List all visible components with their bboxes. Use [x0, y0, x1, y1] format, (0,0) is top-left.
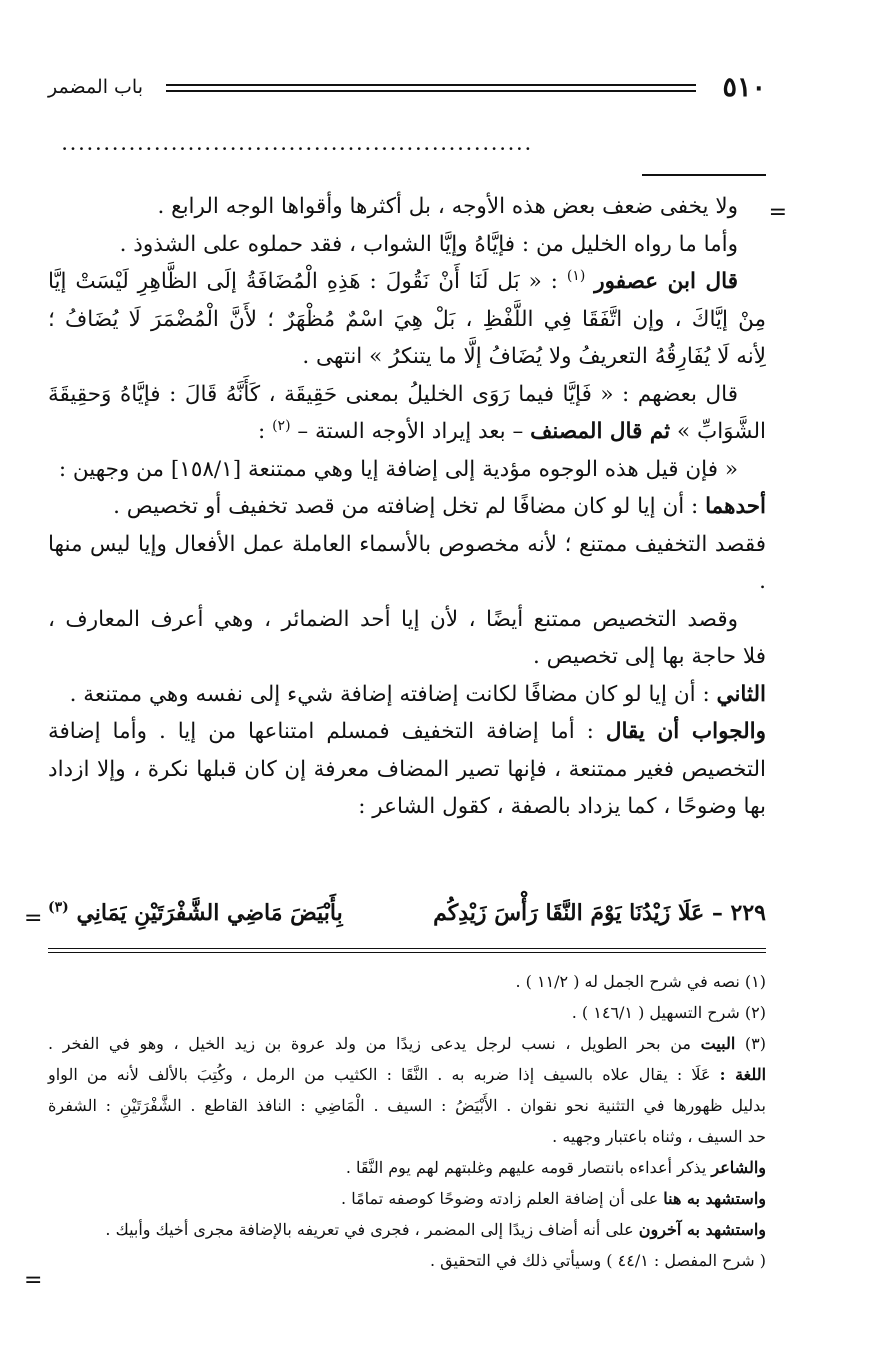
paragraph [48, 263, 766, 301]
text-line: قال بعضهم : « فَإيَّا فيما رَوَى الخليلُ بمعنى حَقِيقَة ، كَأَنَّهُ قَالَ : فإيَّاهُ وَحقِيقَةَ [48, 381, 738, 407]
text-line: التخصيص فغير ممتنعة ، فإنها تصير المضاف معرفة إن كان قبلها نكرة ، وإلا ازداد [48, 756, 766, 782]
footnote-number: (٣) [744, 1034, 767, 1053]
bold-phrase: البيت [700, 1034, 736, 1053]
text-line: بها وضوحًا ، كما يزداد بالصفة ، كقول الشاعر : [358, 794, 766, 819]
bold-phrase: أحدهما [705, 494, 766, 519]
footnote-line: بدليل ظهورها في التثنية نحو نقوان . الأَبْيَضُ : السيف . الْمَاضِي : النافذ القاطع . الشَّفْرَتَيْنِ : الشفرة [48, 1096, 766, 1115]
footnote-line [48, 1183, 766, 1214]
text-span: على أنه أضاف زيدًا إلى المضمر ، فجرى في تعريفه بالإضافة مجرى أخيك وأبيك . [105, 1220, 634, 1239]
footnote-line [48, 1152, 766, 1183]
hemistich-text: عَلَا زَيْدُنَا يَوْمَ النَّقَا رَأْسَ زَيْدِكُم [433, 900, 705, 926]
dotted-separator: ........................................................ [62, 136, 534, 154]
main-text [48, 188, 766, 826]
paragraph: « فإن قيل هذه الوجوه مؤدية إلى إضافة إيا وهي ممتنعة [١٥٨/١] من وجهين : [58, 456, 738, 482]
continuation-mark-top: = [768, 200, 787, 225]
footnote: (١) نصه في شرح الجمل له ( ١١/٢ ) . [515, 972, 766, 991]
text-span: : أن إيا لو كان مضافًا لم تخل إضافته من قصد تخفيف أو تخصيص . [113, 494, 699, 519]
paragraph: فقصد التخفيف ممتنع ؛ لأنه مخصوص بالأسماء العاملة عمل الأفعال وإيا ليس منها . [48, 531, 766, 594]
text-line: مِنْ إيَّاكَ ، وإن اتَّفَقَا فِي اللَّفْظِ ، بَلْ هِيَ اسْمٌ مُظْهَرٌ ؛ لأَنَّ الْمُضْمَرَ لَا يُضَافُ ؛ [48, 306, 766, 332]
verse-first-hemistich [433, 900, 766, 926]
text-span: : [257, 419, 266, 444]
text-span: يذكر أعداءه بانتصار قومه عليهم وغلبتهم لهم يوم النَّقَا . [345, 1158, 707, 1177]
bold-phrase: واستشهد به آخرون [638, 1220, 766, 1239]
verse-number: ٢٢٩ – [711, 900, 766, 926]
continuation-mark-verse: = [24, 906, 43, 931]
bold-phrase: اللغة : [719, 1065, 767, 1084]
footnote-line: ( شرح المفصل : ٤٤/١ ) وسيأتي ذلك في التحقيق . [429, 1251, 766, 1270]
footnote-line: حد السيف ، وثناه باعتبار وجهيه . [552, 1127, 766, 1146]
bold-phrase: واستشهد به هنا [663, 1189, 766, 1208]
bold-phrase: ثم قال المصنف [530, 419, 671, 444]
text-span: من بحر الطويل ، نسب لرجل يدعى زيدًا من ولد عروة بن زيد الخيل ، وهو في الفخر . [48, 1034, 691, 1053]
page-number: ٥١٠ [722, 72, 766, 103]
bold-phrase: الثاني [716, 681, 766, 707]
hemistich-text: بِأَبْيَضَ مَاضِي الشَّفْرَتَيْنِ يَمَانِي [76, 900, 343, 926]
chapter-title: باب المضمر [48, 76, 143, 98]
paragraph [48, 488, 766, 526]
text-span: الشَّوَابِّ » [676, 419, 766, 444]
footnote [48, 1028, 766, 1059]
verse-second-hemistich [48, 900, 343, 926]
bold-phrase: والجواب أن يقال [605, 719, 766, 744]
text-line: وقصد التخصيص ممتنع أيضًا ، لأن إيا أحد الضمائر ، وهي أعرف المعارف ، [48, 606, 738, 632]
paragraph: وأما ما رواه الخليل من : فإيَّاهُ وإيَّا الشواب ، فقد حملوه على الشذوذ . [119, 231, 738, 257]
footnote-ref: (٣) [48, 899, 69, 916]
text-line: فلا حاجة بها إلى تخصيص . [533, 644, 766, 669]
text-span: : أما إضافة التخفيف فمسلم امتناعها من إيا . وأما إضافة [48, 719, 594, 744]
footnote-ref: (٢) [272, 417, 291, 434]
author-name: قال ابن عصفور [594, 269, 738, 294]
text-line: : « بَل لَنَا أَنْ نَقُولَ : هَذِهِ الْمُضَافَةُ إلَى الظَّاهِرِ لَيْسَتْ إيَّا [48, 269, 558, 294]
section-rule [642, 174, 766, 176]
paragraph [48, 713, 766, 751]
header-double-rule [166, 84, 696, 92]
footnote-ref: (١) [566, 267, 586, 284]
poem-verse [48, 900, 766, 940]
paragraph [48, 676, 766, 714]
running-header [48, 70, 766, 110]
footnote-separator [48, 948, 766, 953]
text-span: على أن إضافة العلم زادته وضوحًا كوصفه تمامًا . [341, 1189, 659, 1208]
footnotes [48, 966, 766, 1276]
text-line: لِأنه لَا يُفَارِقُهُ التعريفُ ولا يُضَافُ إلَّا ما يتنكرُ » انتهى . [302, 344, 766, 369]
text-span: : أن إيا لو كان مضافًا لكانت إضافته إضافة شيء إلى نفسه وهي ممتنعة . [69, 681, 710, 707]
bold-phrase: والشاعر [711, 1158, 766, 1177]
continuation-mark-footnote: = [24, 1268, 43, 1293]
footnote-line [48, 1059, 766, 1090]
footnote: (٢) شرح التسهيل ( ١٤٦/١ ) . [571, 1003, 766, 1022]
paragraph: ولا يخفى ضعف بعض هذه الأوجه ، بل أكثرها وأقواها الوجه الرابع . [157, 194, 738, 219]
footnote-line [48, 1214, 766, 1245]
text-span: – بعد إيراد الأوجه الستة – [297, 419, 524, 444]
text-span: عَلَا : يقال علاه بالسيف إذا ضربه به . النَّقَا : الكثيب من الرمل ، وكُتِبَ بالألف لأنه من الواو [48, 1065, 711, 1084]
paragraph [48, 413, 766, 451]
